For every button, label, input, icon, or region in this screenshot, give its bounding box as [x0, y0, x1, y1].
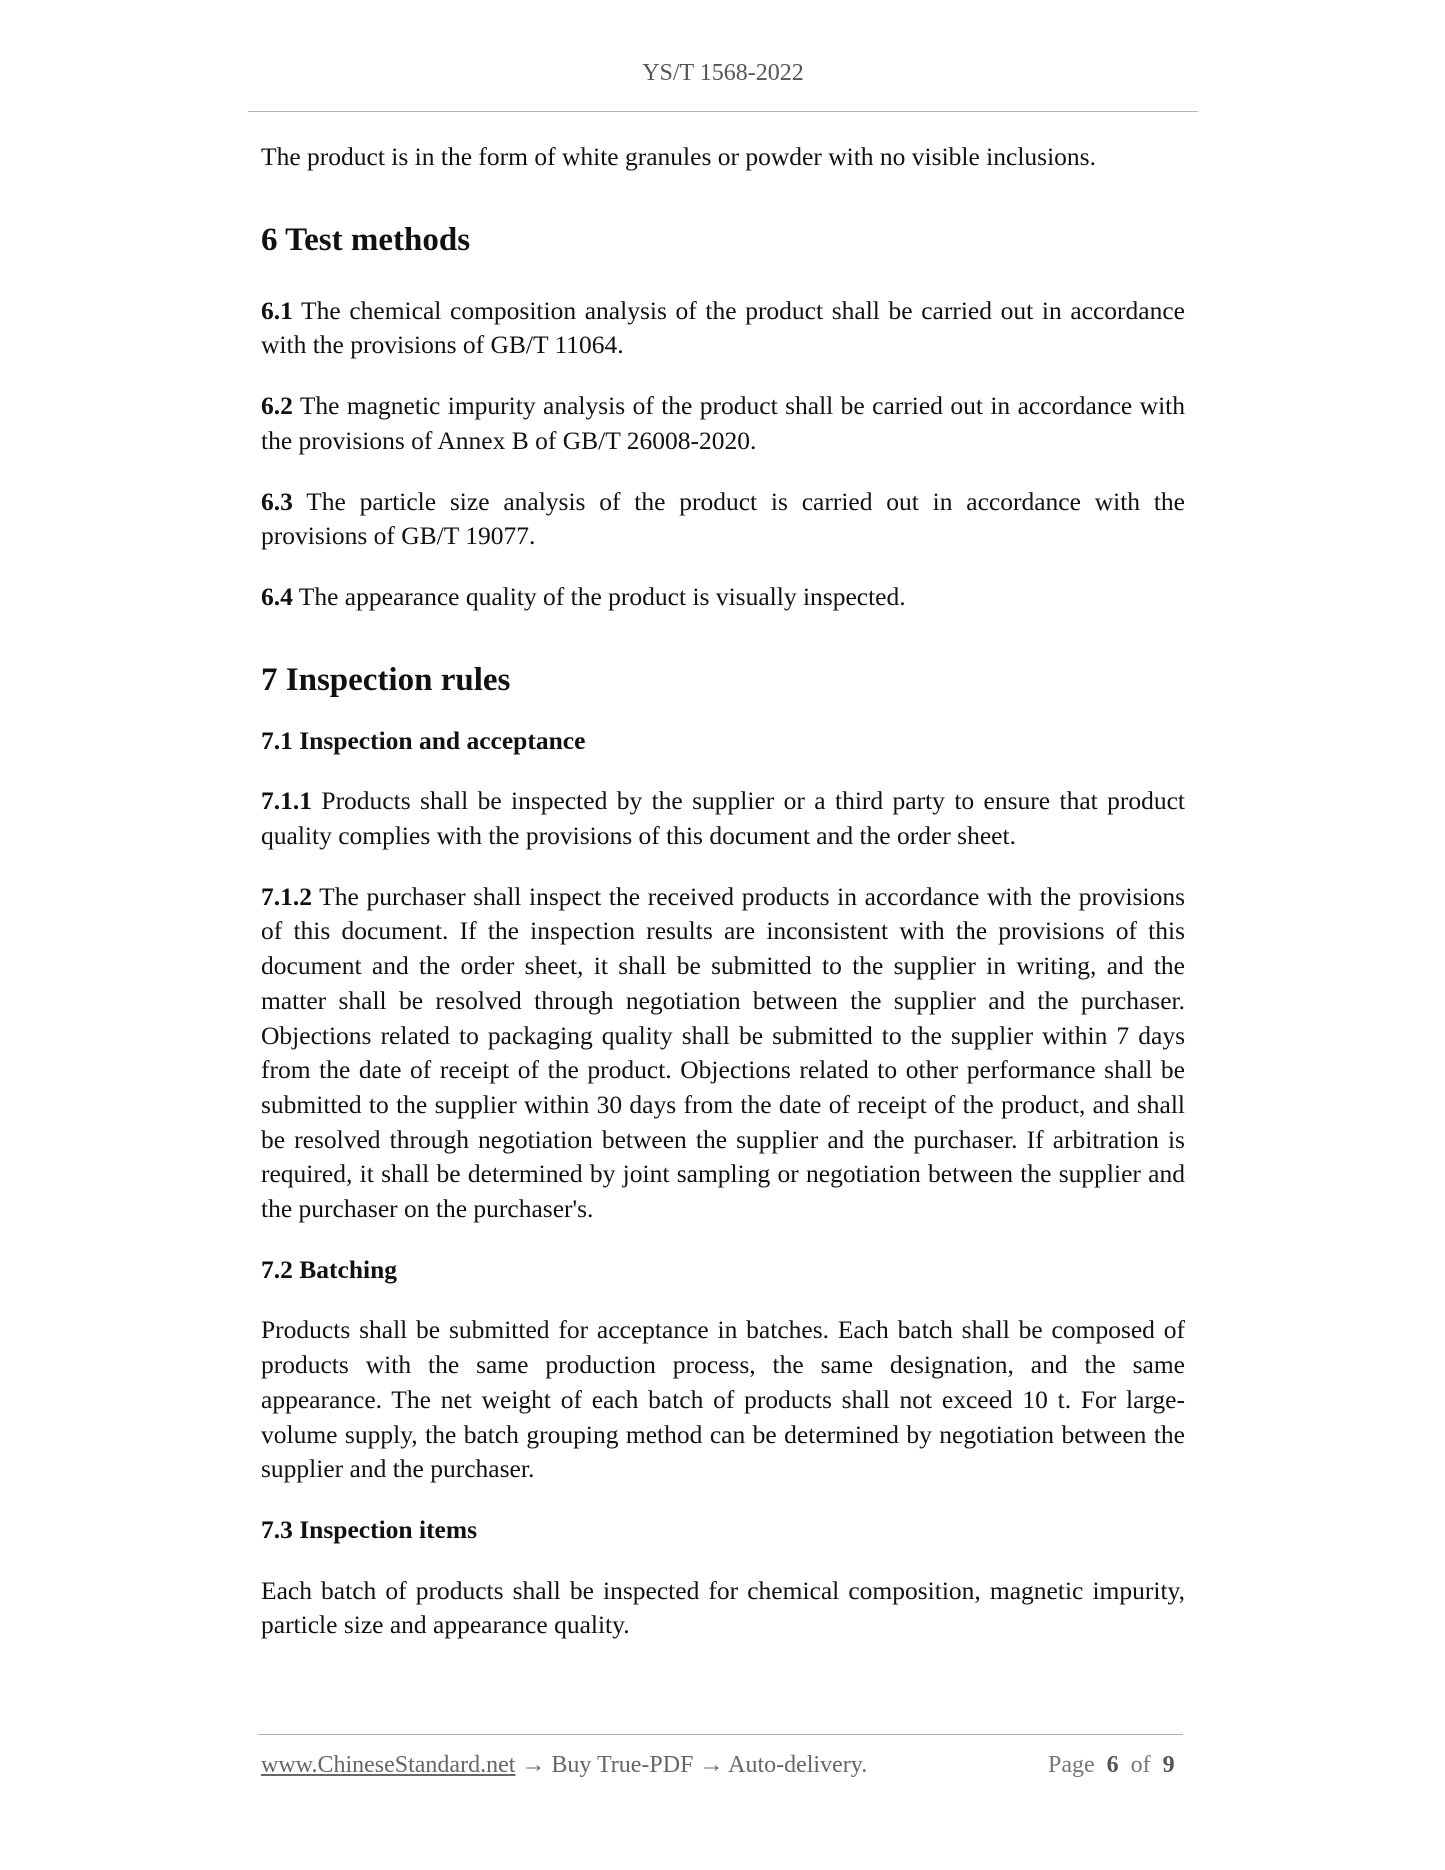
subsection-7-2-heading: 7.2 Batching — [261, 1254, 398, 1284]
page-number: 6 — [1106, 1752, 1119, 1778]
footer-promo — [261, 1752, 867, 1779]
clause-6-2-text: The magnetic impurity analysis of the product shall be carried out in accordance with the provisions of Annex B of GB/T 26008-2020. — [261, 391, 1185, 455]
intro-paragraph: The product is in the form of white granules or powder with no visible inclusions. — [261, 142, 1096, 171]
promo-text: → Buy True-PDF → Auto-delivery. — [515, 1752, 868, 1778]
batching-paragraph: Products shall be submitted for acceptance in batches. Each batch shall be composed of products with the same production process, the same designation, and the same appearance. The net weight of each batch of products shall not exceed 10 t. For large-volume supply, the batch grouping method can be determined by negotiation between the supplier and the purchaser. — [261, 1315, 1185, 1484]
clause-7-1-2-text: The purchaser shall inspect the received products in accordance with the provisions of this document. If the inspection results are inconsistent with the provisions of this document and the order sheet, it shall be submitted to the supplier in writing, and the matter shall be resolved through negotiation between the supplier and the purchaser. Objections related to packaging quality shall be submitted to the supplier within 7 days from the date of receipt of the product. Objections related to other performance shall be submitted to the supplier within 30 days from the date of receipt of the product, and shall be resolved through negotiation between the supplier and the purchaser. If arbitration is required, it shall be determined by joint sampling or negotiation between the supplier and the purchaser on the purchaser's. — [261, 881, 1185, 1224]
clause-6-3-text: The particle size analysis of the product is carried out in accordance with the provisions of GB/T 19077. — [261, 486, 1185, 551]
clause-7-1-1-text: Products shall be inspected by the supplier or a third party to ensure that product quality complies with the provisions of this document and the order sheet. — [261, 786, 1185, 851]
section-6-heading: 6 Test methods — [261, 221, 471, 258]
clause-7-1-2 — [261, 880, 1185, 1227]
clause-6-4-text: The appearance quality of the product is visually inspected. — [292, 581, 906, 611]
page-header: YS/T 1568-2022 — [642, 60, 804, 86]
document-body — [261, 140, 1185, 1643]
clause-6-1 — [261, 294, 1185, 363]
clause-6-1-text: The chemical composition analysis of the product shall be carried out in accordance with the provisions of GB/T 11064. — [261, 295, 1185, 360]
clause-6-1-number: 6.1 — [261, 295, 293, 325]
page-label: Page — [1048, 1752, 1095, 1778]
subsection-7-3-heading: 7.3 Inspection items — [261, 1514, 478, 1544]
clause-7-1-2-number: 7.1.2 — [261, 881, 312, 911]
clause-6-3 — [261, 485, 1185, 554]
clause-6-2-number: 6.2 — [261, 391, 293, 421]
inspection-items-paragraph: Each batch of products shall be inspected for chemical composition, magnetic impurity, particle size and appearance quality. — [261, 1575, 1185, 1640]
page-indicator — [1048, 1752, 1175, 1779]
header-divider — [248, 111, 1198, 112]
section-7-heading: 7 Inspection rules — [261, 661, 511, 698]
of-label: of — [1130, 1752, 1151, 1778]
page-total: 9 — [1162, 1752, 1175, 1778]
subsection-7-1-heading: 7.1 Inspection and acceptance — [261, 725, 586, 755]
clause-6-2 — [261, 389, 1185, 458]
clause-7-1-1 — [261, 784, 1185, 853]
clause-6-4 — [261, 580, 1185, 615]
clause-7-1-1-number: 7.1.1 — [261, 786, 312, 816]
clause-6-4-number: 6.4 — [261, 581, 293, 611]
footer-divider — [258, 1734, 1183, 1735]
clause-6-3-number: 6.3 — [261, 486, 293, 516]
site-link[interactable]: www.ChineseStandard.net — [261, 1752, 516, 1778]
